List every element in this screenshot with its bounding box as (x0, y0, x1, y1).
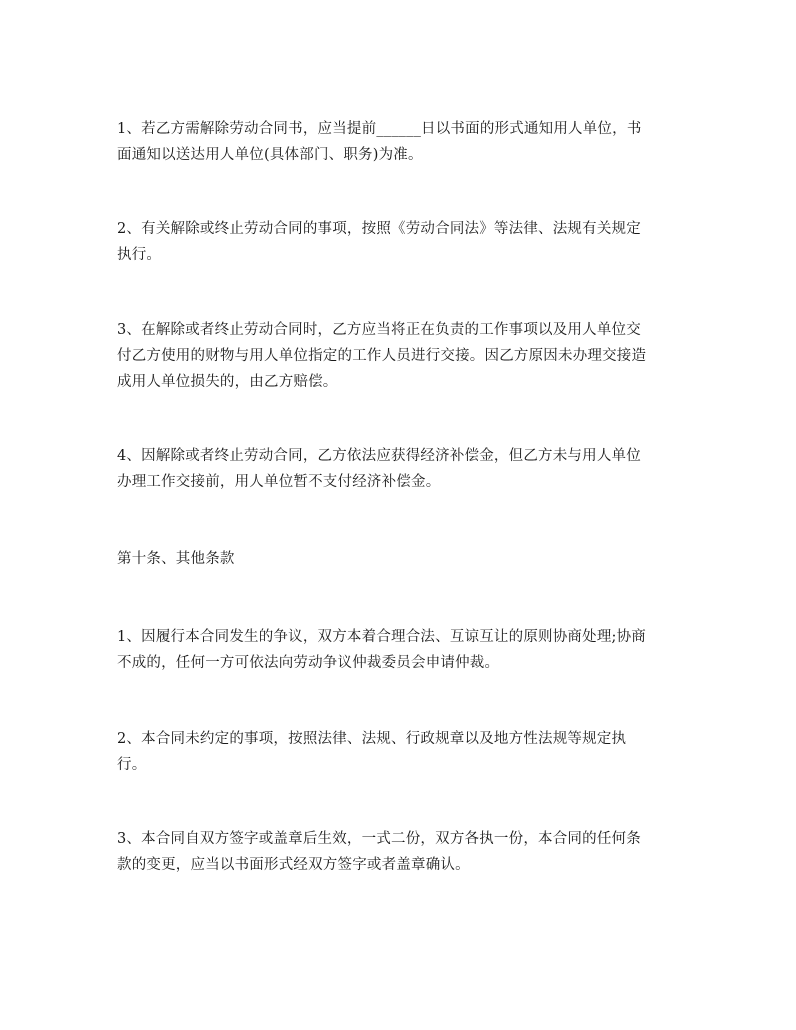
section-heading: 第十条、其他条款 (117, 551, 235, 567)
clause-line: 执行。 (117, 247, 162, 263)
clause-line: 款的变更，应当以书面形式经双方签字或者盖章确认。 (117, 857, 470, 873)
clause-line: 1、因履行本合同发生的争议，双方本着合理合法、互谅互让的原则协商处理;协商 (117, 629, 647, 645)
clause-item-10-3 (117, 826, 677, 878)
clause-line: 行。 (117, 757, 147, 773)
clause-item-4 (117, 443, 677, 495)
clause-item-3 (117, 317, 677, 395)
clause-item-2 (117, 216, 677, 268)
clause-line: 4、因解除或者终止劳动合同，乙方依法应获得经济补偿金，但乙方未与用人单位 (117, 448, 641, 464)
clause-line: 3、在解除或者终止劳动合同时，乙方应当将正在负责的工作事项以及用人单位交 (117, 322, 641, 338)
clause-item-10-2 (117, 726, 677, 778)
clause-item-1 (117, 116, 677, 168)
clause-line: 成用人单位损失的，由乙方赔偿。 (117, 374, 338, 390)
clause-line: 3、本合同自双方签字或盖章后生效，一式二份，双方各执一份，本合同的任何条 (117, 831, 641, 847)
clause-line: 办理工作交接前，用人单位暂不支付经济补偿金。 (117, 474, 441, 490)
clause-line: 付乙方使用的财物与用人单位指定的工作人员进行交接。因乙方原因未办理交接造 (117, 348, 647, 364)
clause-line: 2、有关解除或终止劳动合同的事项，按照《劳动合同法》等法律、法规有关规定 (117, 221, 641, 237)
clause-line: 2、本合同未约定的事项，按照法律、法规、行政规章以及地方性法规等规定执 (117, 731, 627, 747)
clause-line: 不成的，任何一方可依法向劳动争议仲裁委员会申请仲裁。 (117, 655, 500, 671)
clause-line: 1、若乙方需解除劳动合同书，应当提前______日以书面的形式通知用人单位，书 (117, 121, 642, 137)
clause-line: 面通知以送达用人单位(具体部门、职务)为准。 (117, 147, 423, 163)
clause-item-10-1 (117, 624, 677, 676)
